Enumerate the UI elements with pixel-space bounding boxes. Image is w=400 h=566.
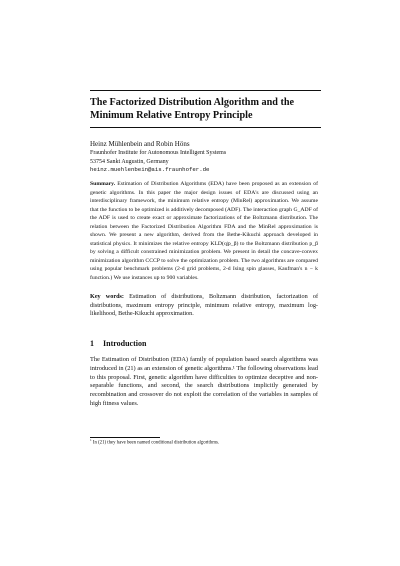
title-bottom-rule bbox=[90, 127, 321, 128]
title-top-rule bbox=[90, 90, 321, 91]
footnote-text: In (21) they have been named conditional distribution algorithms. bbox=[92, 440, 220, 446]
footnote-mark: 1 bbox=[90, 438, 92, 442]
section-heading bbox=[90, 339, 146, 348]
abstract bbox=[90, 180, 318, 282]
paper-title: The Factorized Distribution Algorithm and the Minimum Relative Entropy Principle bbox=[90, 97, 295, 121]
section-title: Introduction bbox=[103, 339, 147, 348]
keywords-text: Estimation of distributions, Boltzmann distribution, factorization of distributions, maximum entropy principle, minimum relative entropy, maximum log-likelihood, Bethe-Kikuchi approximation. bbox=[90, 293, 319, 318]
footnote bbox=[90, 440, 219, 446]
keywords-label: Key words: bbox=[90, 293, 124, 300]
affiliation-institute: Fraunhofer Institute for Autonomous Intelligent Systems bbox=[90, 150, 227, 156]
affiliation-email: heinz.muehlenbein@ais.fraunhofer.de bbox=[90, 166, 210, 174]
authors: Heinz Mühlenbein and Robin Höns bbox=[90, 140, 190, 148]
keywords bbox=[90, 293, 318, 319]
section-number: 1 bbox=[90, 339, 94, 348]
abstract-text: Estimation of Distribution Algorithms (EDA) have been proposed as an extension of genetic algorithms. In this paper the major design issues of EDA's are discussed using an interdisciplinary framework, the minimum relative entropy (MinRel) approximation. We assume that the function to be optimized is additively decomposed (ADF). The interaction graph G_ADF of the ADF is used to create exact or approximate factorizations of the Boltzmann distribution. The relation between the Factorized Distribution Algorithm FDA and the MinRel approximation is shown. We present a new algorithm, derived from the Bethe-Kikuchi approach developed in statistical physics. It minimizes the relative entropy KLD(q|p_β) to the Boltzmann distribution p_β by solving a difficult constrained minimization problem. We present in detail the concave-convex minimization algorithm CCCP to solve the optimization problem. The two algorithms are compared using popular benchmark problems (2-d grid problems, 2-d Ising spin glasses, Kaufman's n − k function.) We use instances up to 900 variables. bbox=[90, 181, 318, 281]
affiliation bbox=[90, 149, 226, 175]
affiliation-city: 53754 Sankt Augustin, Germany bbox=[90, 158, 169, 165]
abstract-label: Summary. bbox=[90, 181, 116, 187]
footnote-rule bbox=[90, 437, 160, 438]
intro-paragraph: The Estimation of Distribution (EDA) family of population based search algorithms was introduced in (21) as an extension of genetic algorithms.¹ The following observations lead to this proposal. First, genetic algorithm have difficulties to optimize deceptive and non-separable functions, and second, the search distributions implicitly generated by recombination and crossover do not exploit the correlation of the variables in samples of high fitness values. bbox=[90, 356, 318, 407]
